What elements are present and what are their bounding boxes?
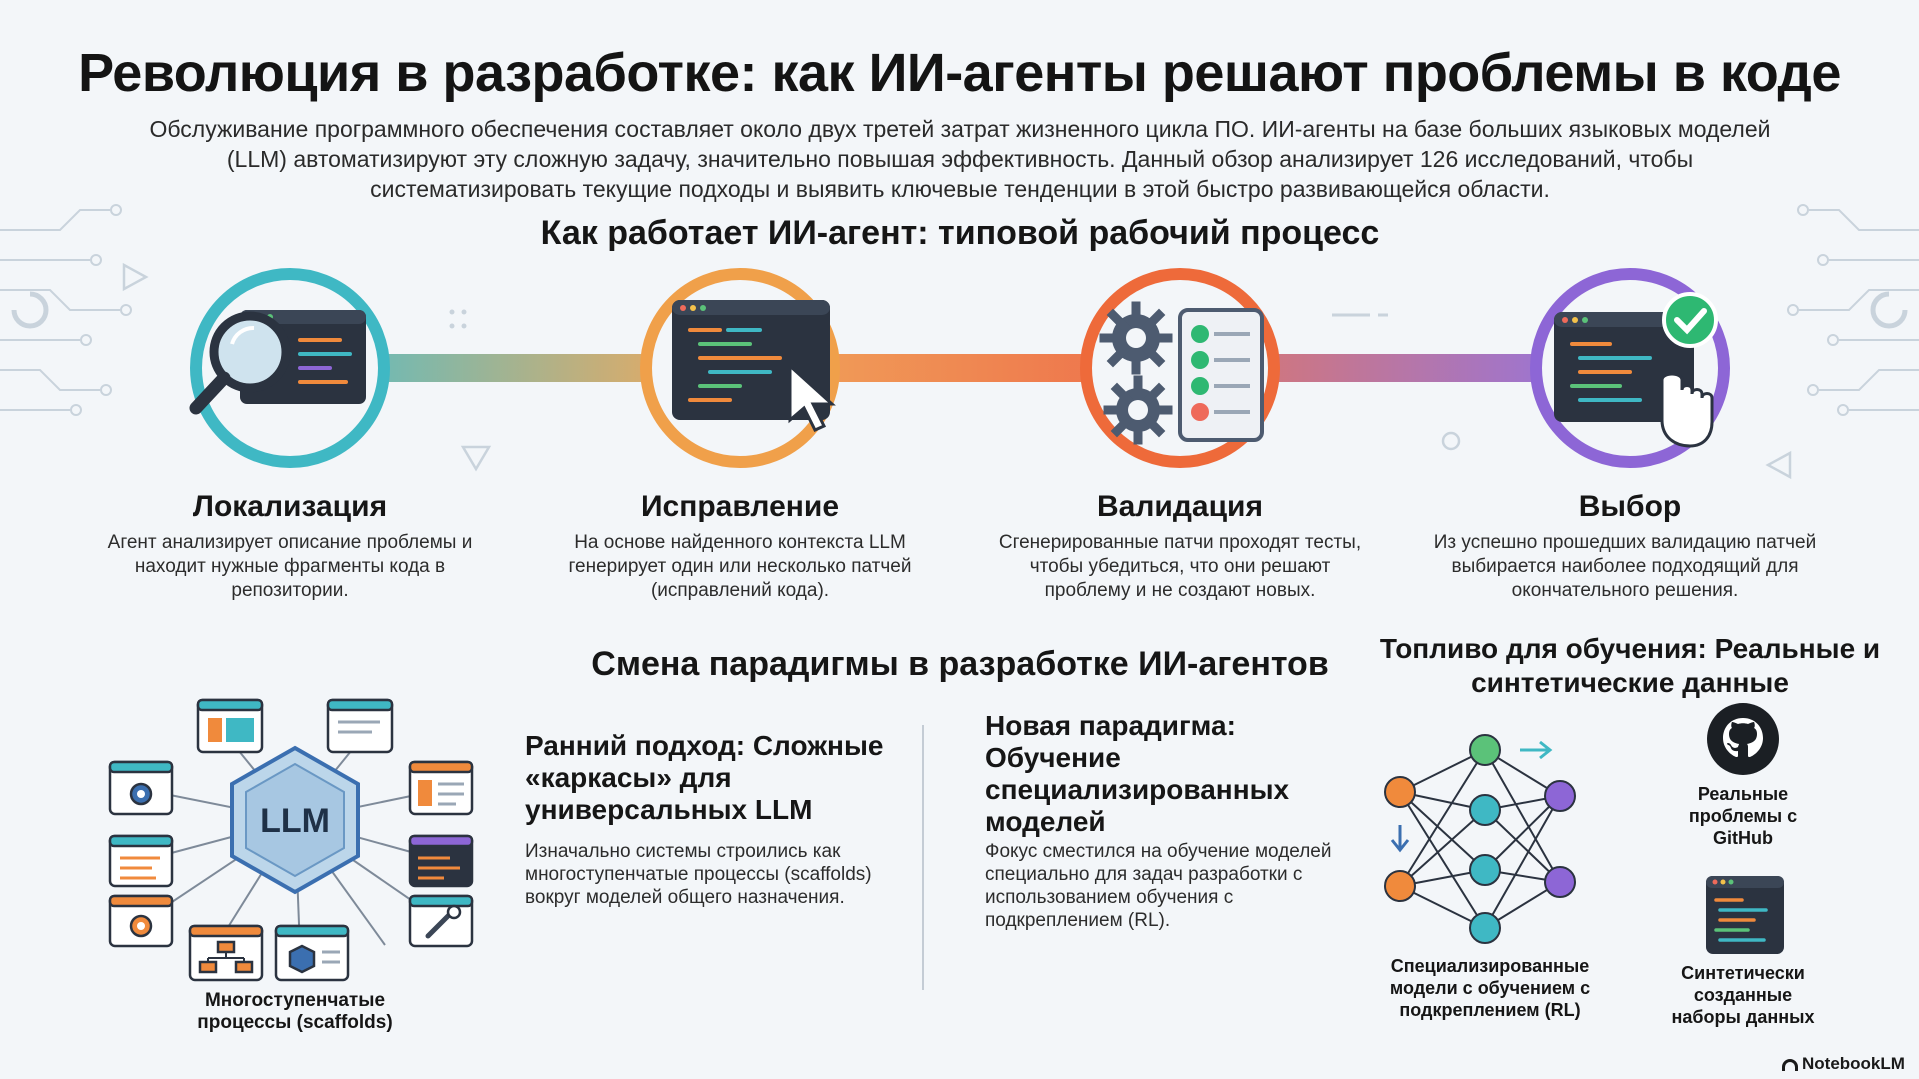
fuel-heading: Топливо для обучения: Реальные и синтетические данные <box>1379 633 1881 698</box>
step-title-selection: Выбор <box>1578 490 1682 523</box>
column-divider <box>922 725 924 990</box>
scaffold-module-layout <box>198 700 262 752</box>
synthetic-data-icon <box>1704 874 1786 956</box>
paradigm-heading: Смена парадигмы в разработке ИИ-агентов <box>591 645 1329 683</box>
scaffold-caption: Многоступенчатые процессы (scaffolds) <box>197 990 393 1033</box>
step-title-fix: Исправление <box>640 490 840 523</box>
notebooklm-logo-icon <box>1782 1059 1798 1071</box>
scaffold-module-code <box>410 836 472 886</box>
nn-arrow-down <box>1392 825 1408 850</box>
scaffold-module-wrench <box>410 896 472 946</box>
github-icon <box>1706 702 1780 776</box>
early-approach-title: Ранний подход: Сложные «каркасы» для универсальных LLM <box>525 730 884 825</box>
scaffold-module-cube <box>276 926 348 980</box>
new-paradigm-text: Фокус сместился на обучение моделей специально для задач разработки с использованием обучения с подкреплением (RL). <box>985 841 1332 931</box>
brand-watermark <box>1782 1054 1914 1076</box>
llm-hub-label: LLM <box>260 802 330 840</box>
github-caption: Реальные проблемы с GitHub <box>1688 784 1798 848</box>
llm-hub <box>232 748 358 892</box>
intro-paragraph: Обслуживание программного обеспечения составляет около двух третей затрат жизненного цикла ПО. ИИ-агенты на базе больших языковых моделей (LLM) автоматизируют эту сложную задачу, значительно повышая эффективность. Данный обзор анализирует 126 исследований, чтобы систематизировать текущие подходы и выявить ключевые тенденции в этой быстро развивающейся области. <box>149 116 1771 202</box>
code-cursor-icon <box>672 300 832 430</box>
step-desc-fix: На основе найденного контекста LLM генерирует один или несколько патчей (исправлений кода). <box>568 532 912 601</box>
workflow-connector-band <box>290 354 1580 382</box>
nn-arrow-right <box>1520 742 1550 758</box>
synthetic-caption: Синтетически созданные наборы данных <box>1671 963 1815 1027</box>
scaffold-module-gear-2 <box>110 896 172 946</box>
new-paradigm-title: Новая парадигма: Обучение специализированных моделей <box>985 710 1290 837</box>
nn-output-layer <box>1545 781 1575 897</box>
network-caption: Специализированные модели с обучением с подкреплением (RL) <box>1389 956 1591 1020</box>
workflow-diagram <box>0 260 1919 500</box>
brand-label: NotebookLM <box>1802 1054 1905 1073</box>
llm-scaffold-diagram <box>100 690 490 1000</box>
step-desc-validation: Сгенерированные патчи проходят тесты, чтобы убедиться, что они решают проблему и не создают новых. <box>998 532 1362 601</box>
scaffold-module-list <box>110 836 172 886</box>
neural-network-diagram <box>1370 720 1580 950</box>
scaffold-module-tree <box>190 926 262 980</box>
step-desc-selection: Из успешно прошедших валидацию патчей выбирается наиболее подходящий для окончательного решения. <box>1433 532 1817 601</box>
workflow-heading: Как работает ИИ-агент: типовой рабочий процесс <box>540 214 1380 252</box>
step-desc-localization: Агент анализирует описание проблемы и находит нужные фрагменты кода в репозитории. <box>107 532 473 601</box>
scaffold-module-gear <box>110 762 172 814</box>
step-title-localization: Локализация <box>192 490 388 523</box>
page-title: Революция в разработке: как ИИ-агенты решают проблемы в коде <box>78 43 1841 103</box>
early-approach-text: Изначально системы строились как многоступенчатые процессы (scaffolds) вокруг моделей общего назначения. <box>525 841 872 908</box>
scaffold-module-doc <box>410 762 472 814</box>
step-title-validation: Валидация <box>1097 490 1263 523</box>
scaffold-module-text <box>328 700 392 752</box>
